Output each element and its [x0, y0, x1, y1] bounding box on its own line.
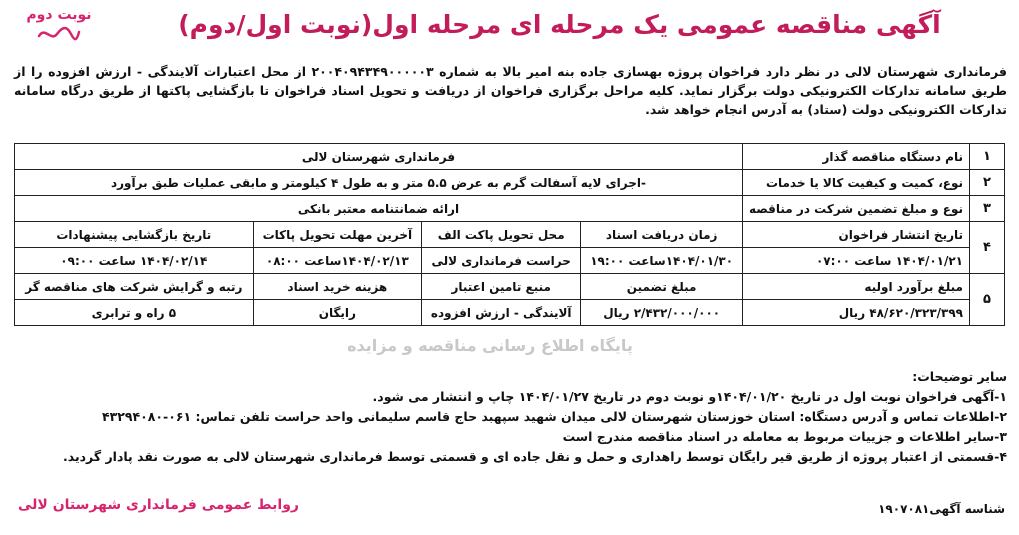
note-item: ۳-سایر اطلاعات و جزییات مربوط به معامله در اسناد مناقصه مندرج است: [562, 429, 1007, 444]
table-row: [15, 144, 1005, 170]
footer-publisher: روابط عمومی فرمانداری شهرستان لالی: [18, 497, 299, 513]
squiggle-icon: [37, 26, 81, 42]
row-label: نوع و مبلغ تضمین شرکت در مناقصه: [742, 196, 969, 222]
row-number: ۳: [970, 196, 1005, 222]
table-row: [15, 170, 1005, 196]
page-title: آگهی مناقصه عمومی یک مرحله ای مرحله اول(نوبت اول/دوم): [178, 10, 941, 39]
header-cell: مبلغ برآورد اولیه: [742, 274, 969, 300]
row-number: ۴: [970, 222, 1005, 274]
watermark: پایگاه اطلاع رسانی مناقصه و مزایده: [347, 336, 633, 355]
value-cell: ۲/۴۳۲/۰۰۰/۰۰۰ ریال: [581, 300, 743, 326]
note-item: ۱-آگهی فراخوان نوبت اول در تاریخ ۱۴۰۴/۰۱/۲۰و نوبت دوم در تاریخ ۱۴۰۴/۰۱/۲۷ چاپ و انتشار می شود.: [372, 389, 1007, 404]
table-row: [15, 222, 1005, 248]
footer-ad-id: شناسه آگهی۱۹۰۷۰۸۱: [878, 502, 1005, 516]
row-label: نام دستگاه مناقصه گذار: [742, 144, 969, 170]
notes-heading: سایر توضیحات:: [912, 369, 1007, 384]
header-cell: زمان دریافت اسناد: [581, 222, 743, 248]
row-number: ۱: [970, 144, 1005, 170]
header-cell: هزینه خرید اسناد: [253, 274, 421, 300]
value-cell: ۱۴۰۴/۰۲/۱۳ساعت ۰۸:۰۰: [253, 248, 421, 274]
note-item: ۲-اطلاعات تماس و آدرس دستگاه: استان خوزستان شهرستان لالی میدان شهید سپهبد حاج قاسم سلیمانی واحد حراست تلفن تماس: ۰۶۱-۴۳۲۹۴۰۸۰: [101, 409, 1007, 424]
row-label: نوع، کمیت و کیفیت کالا یا خدمات: [742, 170, 969, 196]
notes-section: [14, 367, 1007, 467]
tender-table: [14, 143, 1005, 326]
value-cell: آلایندگی - ارزش افزوده: [422, 300, 581, 326]
value-cell: حراست فرمانداری لالی: [422, 248, 581, 274]
table-row: [15, 196, 1005, 222]
value-cell: ۴۸/۶۲۰/۳۲۳/۳۹۹ ریال: [742, 300, 969, 326]
table-row: [15, 274, 1005, 300]
value-cell: ۱۴۰۴/۰۱/۳۰ساعت ۱۹:۰۰: [581, 248, 743, 274]
row-number: ۲: [970, 170, 1005, 196]
header-cell: رتبه و گرایش شرکت های مناقصه گر: [15, 274, 254, 300]
intro-paragraph: فرمانداری شهرستان لالی در نظر دارد فراخوان پروژه بهسازی جاده بنه امیر بالا به شماره ۲۰۰۴۰۹۴۳۴۹۰۰۰۰۰۳ از محل اعتبارات آلایندگی - ارزش افزوده را از طریق سامانه تدارکات الکترونیکی دولت برگزار نماید. کلیه مراحل برگزاری فراخوان از دریافت و تحویل اسناد فراخوان تا بازگشایی پاکتها از طریق درگاه سامانه تدارکات الکترونیکی دولت (ستاد) به آدرس انجام خواهد شد.: [14, 64, 1007, 117]
badge-text: نوبت دوم: [26, 7, 92, 23]
table-row: [15, 248, 1005, 274]
header-cell: محل تحویل پاکت الف: [422, 222, 581, 248]
badge: [14, 6, 104, 54]
table-row: [15, 300, 1005, 326]
value-cell: ۱۴۰۴/۰۲/۱۴ ساعت ۰۹:۰۰: [15, 248, 254, 274]
value-cell: ۵ راه و ترابری: [15, 300, 254, 326]
header-cell: مبلغ تضمین: [581, 274, 743, 300]
header-cell: آخرین مهلت تحویل پاکات: [253, 222, 421, 248]
note-item: ۴-قسمتی از اعتبار پروژه از طریق قیر رایگان توسط راهداری و حمل و نقل جاده ای و قسمتی توسط فرمانداری شهرستان لالی به صورت نقد پادار گردید.: [62, 449, 1007, 464]
value-cell: ۱۴۰۴/۰۱/۲۱ ساعت ۰۷:۰۰: [742, 248, 969, 274]
row-value: -اجرای لایه آسفالت گرم به عرض ۵.۵ متر و به طول ۴ کیلومتر و مابقی عملیات طبق برآورد: [15, 170, 743, 196]
row-number: ۵: [970, 274, 1005, 326]
header-cell: منبع تامین اعتبار: [422, 274, 581, 300]
row-value: ارائه ضمانتنامه معتبر بانکی: [15, 196, 743, 222]
row-value: فرمانداری شهرستان لالی: [15, 144, 743, 170]
header-cell: تاریخ بازگشایی پیشنهادات: [15, 222, 254, 248]
value-cell: رایگان: [253, 300, 421, 326]
header-cell: تاریخ انتشار فراخوان: [742, 222, 969, 248]
